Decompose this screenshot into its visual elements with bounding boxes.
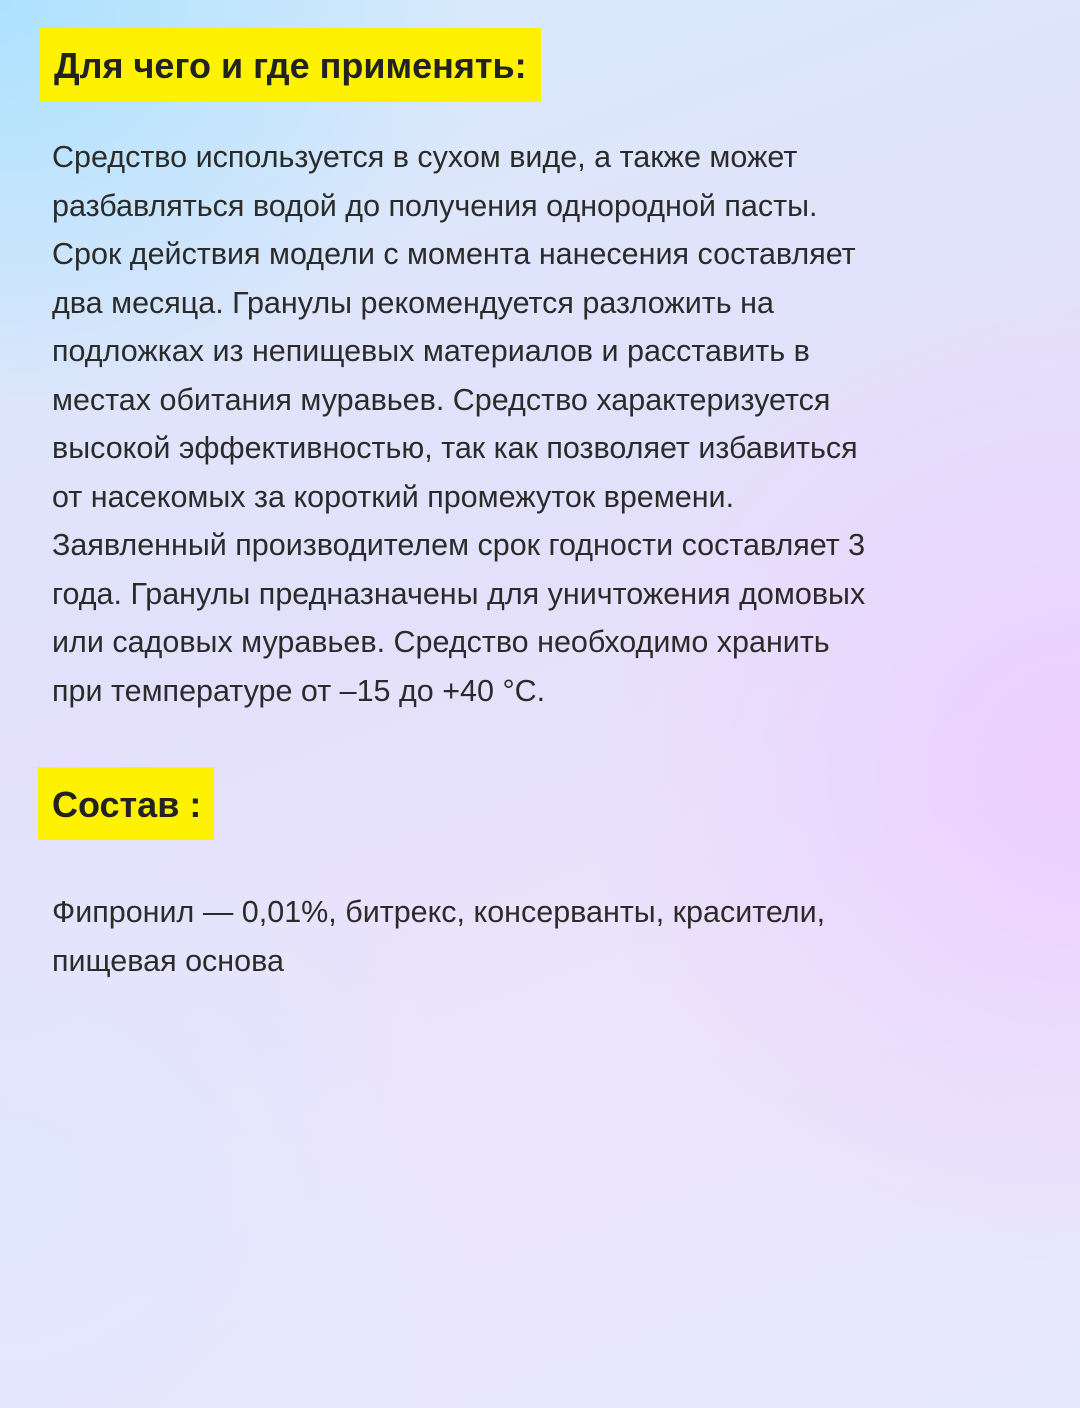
composition-line: Фипронил — 0,01%, битрекс, консерванты, красители,	[52, 895, 826, 929]
composition-line: пищевая основа	[52, 943, 284, 978]
usage-heading	[40, 28, 541, 102]
usage-line: Заявленный производителем срок годности составляет 3	[52, 528, 866, 562]
usage-line: года. Гранулы предназначены для уничтожения домовых	[52, 576, 866, 611]
usage-line: Срок действия модели с момента нанесения составляет	[52, 237, 856, 271]
usage-line: или садовых муравьев. Средство необходимо хранить	[52, 625, 830, 659]
usage-line: разбавляться водой до получения однородной пасты.	[52, 188, 818, 223]
composition-heading	[38, 767, 214, 840]
usage-line: местах обитания муравьев. Средство характеризуется	[52, 382, 831, 417]
usage-line: при температуре от –15 до +40 °С.	[52, 673, 546, 708]
usage-line: подложках из непищевых материалов и расставить в	[52, 334, 810, 368]
usage-line: два месяца. Гранулы рекомендуется разложить на	[52, 285, 774, 320]
usage-line: Средство используется в сухом виде, а также может	[52, 140, 798, 174]
usage-heading-text: Для чего и где применять:	[54, 45, 527, 86]
usage-line: высокой эффективностью, так как позволяет избавиться	[52, 431, 858, 465]
composition-paragraph	[52, 888, 1042, 985]
usage-paragraph	[52, 133, 1042, 715]
composition-heading-text: Состав :	[52, 784, 202, 825]
usage-line: от насекомых за короткий промежуток времени.	[52, 479, 735, 514]
